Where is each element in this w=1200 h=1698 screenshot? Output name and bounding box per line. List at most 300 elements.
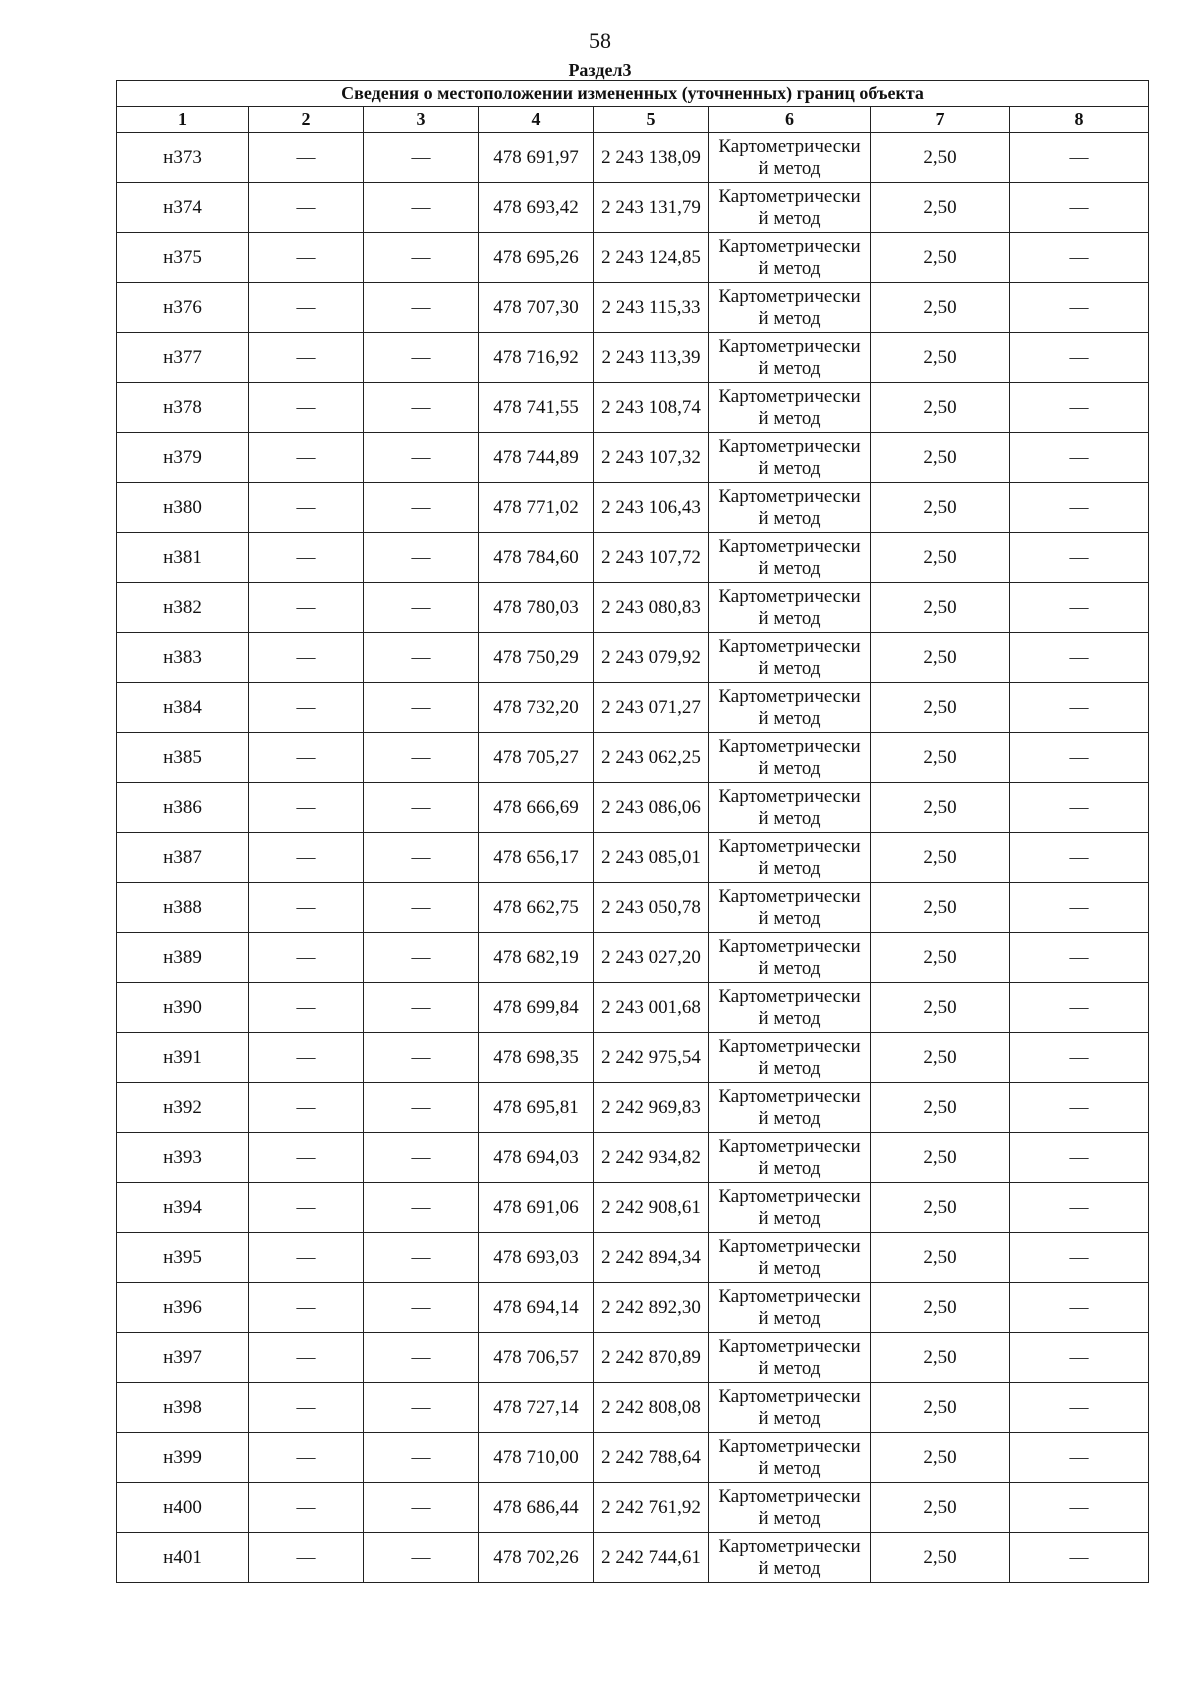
- table-row: [117, 1083, 1149, 1133]
- x-coordinate-cell: 478 682,19: [479, 933, 594, 983]
- y-coordinate-cell: 2 242 894,34: [594, 1233, 709, 1283]
- method-line-1: Картометрически: [718, 985, 861, 1007]
- method-cell: [709, 283, 871, 333]
- point-cell: н391: [117, 1033, 249, 1083]
- empty-dash-cell: —: [249, 183, 364, 233]
- x-coordinate-cell: 478 780,03: [479, 583, 594, 633]
- method-cell: [709, 1133, 871, 1183]
- x-coordinate-cell: 478 695,81: [479, 1083, 594, 1133]
- point-cell: н374: [117, 183, 249, 233]
- accuracy-cell: 2,50: [871, 1433, 1010, 1483]
- method-cell: [709, 883, 871, 933]
- empty-dash-cell: —: [364, 833, 479, 883]
- empty-dash-cell: —: [364, 783, 479, 833]
- accuracy-cell: 2,50: [871, 1533, 1010, 1583]
- x-coordinate-cell: 478 707,30: [479, 283, 594, 333]
- column-number: 1: [117, 107, 249, 133]
- table-row: [117, 483, 1149, 533]
- x-coordinate-cell: 478 716,92: [479, 333, 594, 383]
- empty-dash-cell: —: [364, 1133, 479, 1183]
- x-coordinate-cell: 478 771,02: [479, 483, 594, 533]
- empty-dash-cell: —: [1010, 1383, 1149, 1433]
- x-coordinate-cell: 478 744,89: [479, 433, 594, 483]
- y-coordinate-cell: 2 243 071,27: [594, 683, 709, 733]
- empty-dash-cell: —: [364, 1533, 479, 1583]
- empty-dash-cell: —: [249, 333, 364, 383]
- table-caption-row: [117, 81, 1149, 107]
- table-row: [117, 1383, 1149, 1433]
- empty-dash-cell: —: [1010, 383, 1149, 433]
- method-line-2: й метод: [758, 357, 821, 379]
- y-coordinate-cell: 2 243 107,72: [594, 533, 709, 583]
- empty-dash-cell: —: [364, 683, 479, 733]
- point-cell: н400: [117, 1483, 249, 1533]
- column-number-row: [117, 107, 1149, 133]
- point-cell: н375: [117, 233, 249, 283]
- accuracy-cell: 2,50: [871, 933, 1010, 983]
- point-cell: н387: [117, 833, 249, 883]
- column-number: 3: [364, 107, 479, 133]
- empty-dash-cell: —: [249, 1533, 364, 1583]
- point-cell: н390: [117, 983, 249, 1033]
- column-number: 4: [479, 107, 594, 133]
- empty-dash-cell: —: [364, 1483, 479, 1533]
- method-line-2: й метод: [758, 1057, 821, 1079]
- empty-dash-cell: —: [364, 233, 479, 283]
- x-coordinate-cell: 478 691,06: [479, 1183, 594, 1233]
- method-line-1: Картометрически: [718, 1385, 861, 1407]
- method-line-1: Картометрически: [718, 635, 861, 657]
- accuracy-cell: 2,50: [871, 1183, 1010, 1233]
- method-line-2: й метод: [758, 1357, 821, 1379]
- empty-dash-cell: —: [364, 583, 479, 633]
- x-coordinate-cell: 478 656,17: [479, 833, 594, 883]
- empty-dash-cell: —: [249, 1483, 364, 1533]
- method-line-1: Картометрически: [718, 735, 861, 757]
- empty-dash-cell: —: [1010, 533, 1149, 583]
- empty-dash-cell: —: [1010, 783, 1149, 833]
- method-line-1: Картометрически: [718, 1035, 861, 1057]
- x-coordinate-cell: 478 695,26: [479, 233, 594, 283]
- table-row: [117, 433, 1149, 483]
- method-line-1: Картометрически: [718, 1435, 861, 1457]
- y-coordinate-cell: 2 243 062,25: [594, 733, 709, 783]
- y-coordinate-cell: 2 243 108,74: [594, 383, 709, 433]
- empty-dash-cell: —: [364, 933, 479, 983]
- method-line-1: Картометрически: [718, 1135, 861, 1157]
- table-row: [117, 933, 1149, 983]
- x-coordinate-cell: 478 732,20: [479, 683, 594, 733]
- empty-dash-cell: —: [364, 433, 479, 483]
- point-cell: н394: [117, 1183, 249, 1233]
- method-line-2: й метод: [758, 557, 821, 579]
- empty-dash-cell: —: [364, 1083, 479, 1133]
- empty-dash-cell: —: [249, 433, 364, 483]
- method-line-1: Картометрически: [718, 585, 861, 607]
- accuracy-cell: 2,50: [871, 1333, 1010, 1383]
- method-cell: [709, 383, 871, 433]
- accuracy-cell: 2,50: [871, 833, 1010, 883]
- accuracy-cell: 2,50: [871, 583, 1010, 633]
- y-coordinate-cell: 2 243 079,92: [594, 633, 709, 683]
- method-cell: [709, 1383, 871, 1433]
- y-coordinate-cell: 2 242 788,64: [594, 1433, 709, 1483]
- y-coordinate-cell: 2 243 085,01: [594, 833, 709, 883]
- method-cell: [709, 633, 871, 683]
- x-coordinate-cell: 478 694,03: [479, 1133, 594, 1183]
- accuracy-cell: 2,50: [871, 333, 1010, 383]
- empty-dash-cell: —: [364, 333, 479, 383]
- method-line-1: Картометрически: [718, 335, 861, 357]
- empty-dash-cell: —: [1010, 483, 1149, 533]
- method-line-1: Картометрически: [718, 1485, 861, 1507]
- boundary-points-table: [116, 80, 1149, 1583]
- empty-dash-cell: —: [1010, 1033, 1149, 1083]
- empty-dash-cell: —: [1010, 233, 1149, 283]
- point-cell: н378: [117, 383, 249, 433]
- accuracy-cell: 2,50: [871, 1283, 1010, 1333]
- empty-dash-cell: —: [249, 683, 364, 733]
- column-number: 2: [249, 107, 364, 133]
- method-cell: [709, 833, 871, 883]
- method-cell: [709, 483, 871, 533]
- method-line-2: й метод: [758, 607, 821, 629]
- method-cell: [709, 1083, 871, 1133]
- y-coordinate-cell: 2 242 969,83: [594, 1083, 709, 1133]
- empty-dash-cell: —: [364, 1183, 479, 1233]
- point-cell: н395: [117, 1233, 249, 1283]
- y-coordinate-cell: 2 243 124,85: [594, 233, 709, 283]
- method-cell: [709, 933, 871, 983]
- empty-dash-cell: —: [1010, 1183, 1149, 1233]
- empty-dash-cell: —: [249, 1033, 364, 1083]
- point-cell: н380: [117, 483, 249, 533]
- empty-dash-cell: —: [249, 1433, 364, 1483]
- accuracy-cell: 2,50: [871, 233, 1010, 283]
- method-cell: [709, 1183, 871, 1233]
- x-coordinate-cell: 478 727,14: [479, 1383, 594, 1433]
- y-coordinate-cell: 2 243 050,78: [594, 883, 709, 933]
- empty-dash-cell: —: [249, 1083, 364, 1133]
- empty-dash-cell: —: [364, 1333, 479, 1383]
- y-coordinate-cell: 2 243 027,20: [594, 933, 709, 983]
- accuracy-cell: 2,50: [871, 683, 1010, 733]
- empty-dash-cell: —: [364, 483, 479, 533]
- table-caption: Сведения о местоположении измененных (уточненных) границ объекта: [117, 81, 1149, 107]
- empty-dash-cell: —: [1010, 683, 1149, 733]
- point-cell: н373: [117, 133, 249, 183]
- method-line-1: Картометрически: [718, 1235, 861, 1257]
- accuracy-cell: 2,50: [871, 533, 1010, 583]
- empty-dash-cell: —: [249, 783, 364, 833]
- empty-dash-cell: —: [249, 1283, 364, 1333]
- method-line-2: й метод: [758, 1557, 821, 1579]
- table-row: [117, 733, 1149, 783]
- page-number: 58: [589, 28, 611, 53]
- empty-dash-cell: —: [249, 733, 364, 783]
- table-body: [117, 133, 1149, 1583]
- method-cell: [709, 1233, 871, 1283]
- accuracy-cell: 2,50: [871, 983, 1010, 1033]
- accuracy-cell: 2,50: [871, 783, 1010, 833]
- x-coordinate-cell: 478 741,55: [479, 383, 594, 433]
- empty-dash-cell: —: [1010, 283, 1149, 333]
- y-coordinate-cell: 2 242 870,89: [594, 1333, 709, 1383]
- empty-dash-cell: —: [1010, 983, 1149, 1033]
- point-cell: н393: [117, 1133, 249, 1183]
- empty-dash-cell: —: [364, 1033, 479, 1083]
- method-line-2: й метод: [758, 857, 821, 879]
- empty-dash-cell: —: [1010, 1533, 1149, 1583]
- method-line-1: Картометрически: [718, 935, 861, 957]
- empty-dash-cell: —: [249, 1183, 364, 1233]
- accuracy-cell: 2,50: [871, 283, 1010, 333]
- point-cell: н376: [117, 283, 249, 333]
- y-coordinate-cell: 2 243 080,83: [594, 583, 709, 633]
- method-cell: [709, 533, 871, 583]
- method-line-2: й метод: [758, 1407, 821, 1429]
- table-row: [117, 1483, 1149, 1533]
- x-coordinate-cell: 478 705,27: [479, 733, 594, 783]
- point-cell: н399: [117, 1433, 249, 1483]
- accuracy-cell: 2,50: [871, 883, 1010, 933]
- accuracy-cell: 2,50: [871, 1233, 1010, 1283]
- method-line-1: Картометрически: [718, 485, 861, 507]
- accuracy-cell: 2,50: [871, 1133, 1010, 1183]
- method-line-1: Картометрически: [718, 685, 861, 707]
- empty-dash-cell: —: [249, 483, 364, 533]
- x-coordinate-cell: 478 710,00: [479, 1433, 594, 1483]
- point-cell: н381: [117, 533, 249, 583]
- empty-dash-cell: —: [249, 1383, 364, 1433]
- empty-dash-cell: —: [1010, 1333, 1149, 1383]
- point-cell: н396: [117, 1283, 249, 1333]
- y-coordinate-cell: 2 242 908,61: [594, 1183, 709, 1233]
- table-row: [117, 633, 1149, 683]
- method-line-1: Картометрически: [718, 835, 861, 857]
- empty-dash-cell: —: [1010, 633, 1149, 683]
- x-coordinate-cell: 478 693,03: [479, 1233, 594, 1283]
- table-row: [117, 533, 1149, 583]
- accuracy-cell: 2,50: [871, 183, 1010, 233]
- method-line-1: Картометрически: [718, 1335, 861, 1357]
- method-line-1: Картометрически: [718, 1185, 861, 1207]
- y-coordinate-cell: 2 242 892,30: [594, 1283, 709, 1333]
- method-cell: [709, 1033, 871, 1083]
- table-row: [117, 333, 1149, 383]
- y-coordinate-cell: 2 243 115,33: [594, 283, 709, 333]
- method-cell: [709, 683, 871, 733]
- empty-dash-cell: —: [1010, 1433, 1149, 1483]
- method-line-2: й метод: [758, 307, 821, 329]
- method-line-2: й метод: [758, 1257, 821, 1279]
- table-row: [117, 833, 1149, 883]
- table-row: [117, 1033, 1149, 1083]
- method-line-1: Картометрически: [718, 185, 861, 207]
- x-coordinate-cell: 478 662,75: [479, 883, 594, 933]
- method-line-1: Картометрически: [718, 385, 861, 407]
- y-coordinate-cell: 2 243 113,39: [594, 333, 709, 383]
- table-row: [117, 783, 1149, 833]
- method-line-2: й метод: [758, 657, 821, 679]
- empty-dash-cell: —: [364, 533, 479, 583]
- x-coordinate-cell: 478 699,84: [479, 983, 594, 1033]
- method-cell: [709, 733, 871, 783]
- method-line-2: й метод: [758, 257, 821, 279]
- y-coordinate-cell: 2 242 975,54: [594, 1033, 709, 1083]
- method-cell: [709, 1483, 871, 1533]
- table-row: [117, 683, 1149, 733]
- method-cell: [709, 983, 871, 1033]
- accuracy-cell: 2,50: [871, 733, 1010, 783]
- empty-dash-cell: —: [249, 133, 364, 183]
- y-coordinate-cell: 2 242 808,08: [594, 1383, 709, 1433]
- accuracy-cell: 2,50: [871, 383, 1010, 433]
- empty-dash-cell: —: [364, 883, 479, 933]
- empty-dash-cell: —: [364, 1233, 479, 1283]
- method-line-2: й метод: [758, 707, 821, 729]
- table-row: [117, 1183, 1149, 1233]
- column-number: 5: [594, 107, 709, 133]
- accuracy-cell: 2,50: [871, 483, 1010, 533]
- method-line-1: Картометрически: [718, 1085, 861, 1107]
- method-line-2: й метод: [758, 807, 821, 829]
- point-cell: н382: [117, 583, 249, 633]
- empty-dash-cell: —: [249, 883, 364, 933]
- x-coordinate-cell: 478 694,14: [479, 1283, 594, 1333]
- empty-dash-cell: —: [249, 1133, 364, 1183]
- empty-dash-cell: —: [249, 283, 364, 333]
- empty-dash-cell: —: [364, 1383, 479, 1433]
- point-cell: н386: [117, 783, 249, 833]
- point-cell: н389: [117, 933, 249, 983]
- point-cell: н388: [117, 883, 249, 933]
- empty-dash-cell: —: [1010, 1283, 1149, 1333]
- section-title: Раздел3: [568, 60, 632, 80]
- empty-dash-cell: —: [364, 183, 479, 233]
- method-line-1: Картометрически: [718, 435, 861, 457]
- accuracy-cell: 2,50: [871, 1033, 1010, 1083]
- method-line-2: й метод: [758, 957, 821, 979]
- point-cell: н385: [117, 733, 249, 783]
- method-cell: [709, 783, 871, 833]
- x-coordinate-cell: 478 784,60: [479, 533, 594, 583]
- method-line-2: й метод: [758, 407, 821, 429]
- method-cell: [709, 583, 871, 633]
- empty-dash-cell: —: [1010, 183, 1149, 233]
- method-cell: [709, 1333, 871, 1383]
- method-line-1: Картометрически: [718, 235, 861, 257]
- accuracy-cell: 2,50: [871, 433, 1010, 483]
- empty-dash-cell: —: [249, 233, 364, 283]
- method-line-2: й метод: [758, 207, 821, 229]
- empty-dash-cell: —: [249, 933, 364, 983]
- accuracy-cell: 2,50: [871, 1383, 1010, 1433]
- method-line-1: Картометрически: [718, 535, 861, 557]
- empty-dash-cell: —: [249, 1233, 364, 1283]
- method-line-2: й метод: [758, 907, 821, 929]
- y-coordinate-cell: 2 243 086,06: [594, 783, 709, 833]
- y-coordinate-cell: 2 242 934,82: [594, 1133, 709, 1183]
- method-line-1: Картометрически: [718, 785, 861, 807]
- method-line-2: й метод: [758, 457, 821, 479]
- accuracy-cell: 2,50: [871, 633, 1010, 683]
- method-cell: [709, 233, 871, 283]
- x-coordinate-cell: 478 706,57: [479, 1333, 594, 1383]
- x-coordinate-cell: 478 686,44: [479, 1483, 594, 1533]
- point-cell: н377: [117, 333, 249, 383]
- method-cell: [709, 433, 871, 483]
- empty-dash-cell: —: [249, 983, 364, 1033]
- accuracy-cell: 2,50: [871, 1083, 1010, 1133]
- empty-dash-cell: —: [1010, 1233, 1149, 1283]
- table-row: [117, 1233, 1149, 1283]
- point-cell: н401: [117, 1533, 249, 1583]
- y-coordinate-cell: 2 243 106,43: [594, 483, 709, 533]
- point-cell: н379: [117, 433, 249, 483]
- point-cell: н397: [117, 1333, 249, 1383]
- column-number: 7: [871, 107, 1010, 133]
- empty-dash-cell: —: [249, 583, 364, 633]
- empty-dash-cell: —: [1010, 1083, 1149, 1133]
- empty-dash-cell: —: [249, 1333, 364, 1383]
- empty-dash-cell: —: [1010, 583, 1149, 633]
- x-coordinate-cell: 478 691,97: [479, 133, 594, 183]
- y-coordinate-cell: 2 243 138,09: [594, 133, 709, 183]
- method-line-1: Картометрически: [718, 135, 861, 157]
- method-line-2: й метод: [758, 1157, 821, 1179]
- empty-dash-cell: —: [364, 1283, 479, 1333]
- method-line-2: й метод: [758, 1307, 821, 1329]
- point-cell: н398: [117, 1383, 249, 1433]
- empty-dash-cell: —: [1010, 833, 1149, 883]
- column-number: 8: [1010, 107, 1149, 133]
- empty-dash-cell: —: [1010, 933, 1149, 983]
- method-line-1: Картометрически: [718, 885, 861, 907]
- method-line-2: й метод: [758, 157, 821, 179]
- empty-dash-cell: —: [1010, 1483, 1149, 1533]
- empty-dash-cell: —: [249, 383, 364, 433]
- empty-dash-cell: —: [1010, 433, 1149, 483]
- method-line-2: й метод: [758, 1457, 821, 1479]
- table-row: [117, 1133, 1149, 1183]
- empty-dash-cell: —: [249, 533, 364, 583]
- y-coordinate-cell: 2 243 107,32: [594, 433, 709, 483]
- empty-dash-cell: —: [364, 983, 479, 1033]
- empty-dash-cell: —: [249, 633, 364, 683]
- empty-dash-cell: —: [1010, 133, 1149, 183]
- method-line-1: Картометрически: [718, 285, 861, 307]
- empty-dash-cell: —: [1010, 1133, 1149, 1183]
- method-line-2: й метод: [758, 757, 821, 779]
- table-row: [117, 1333, 1149, 1383]
- table-row: [117, 583, 1149, 633]
- x-coordinate-cell: 478 750,29: [479, 633, 594, 683]
- column-number: 6: [709, 107, 871, 133]
- accuracy-cell: 2,50: [871, 133, 1010, 183]
- point-cell: н392: [117, 1083, 249, 1133]
- empty-dash-cell: —: [1010, 333, 1149, 383]
- point-cell: н384: [117, 683, 249, 733]
- method-cell: [709, 333, 871, 383]
- method-line-2: й метод: [758, 1207, 821, 1229]
- table-row: [117, 983, 1149, 1033]
- method-line-2: й метод: [758, 1107, 821, 1129]
- x-coordinate-cell: 478 666,69: [479, 783, 594, 833]
- empty-dash-cell: —: [1010, 883, 1149, 933]
- table-row: [117, 883, 1149, 933]
- empty-dash-cell: —: [364, 283, 479, 333]
